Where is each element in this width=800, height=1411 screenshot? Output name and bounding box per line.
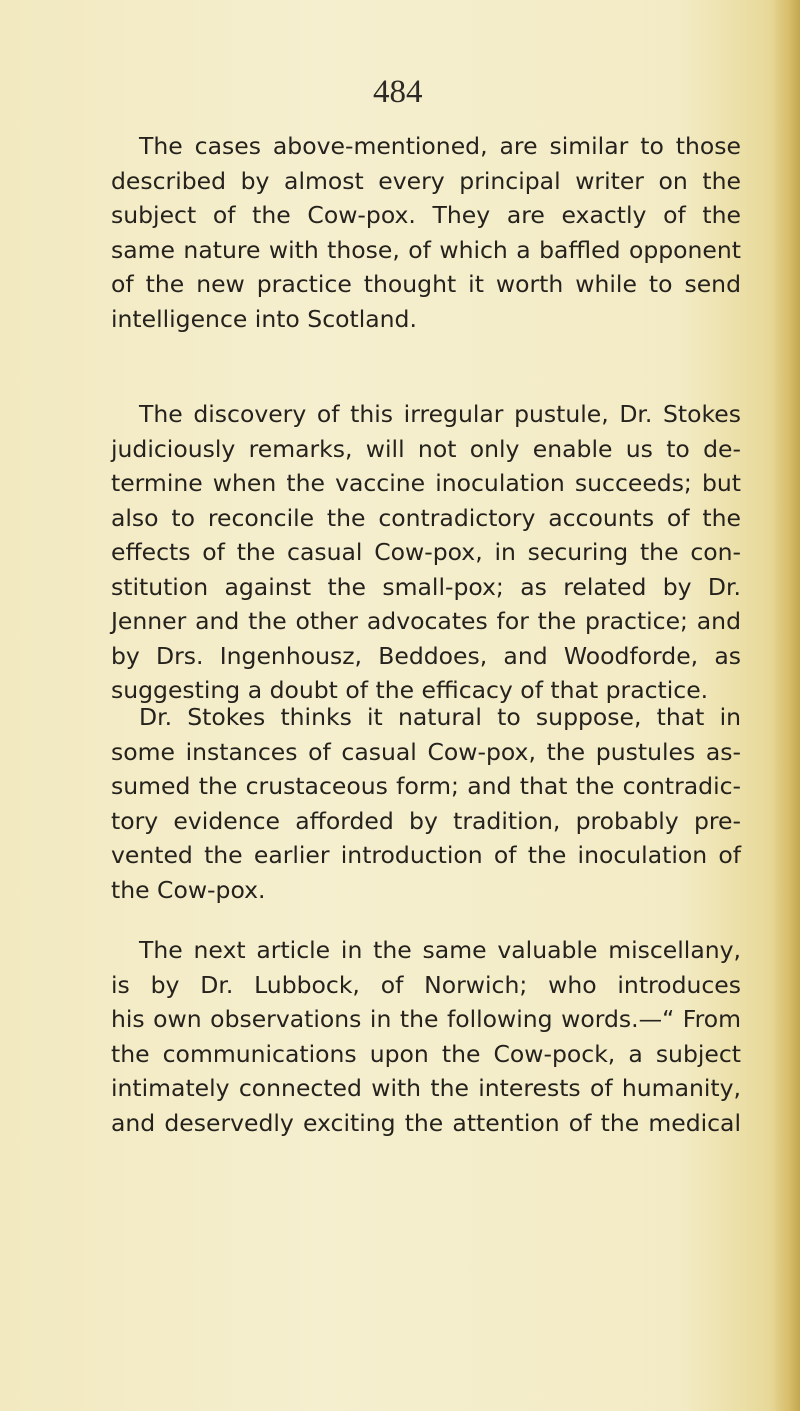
- text-line: Dr. Stokes thinks it natural to suppose, that in: [139, 703, 741, 731]
- paragraph-3: [111, 700, 741, 907]
- text-line: sumed the crustaceous form; and that the contradic-: [111, 772, 741, 800]
- text-line: described by almost every principal writer on the: [111, 166, 741, 195]
- paragraph-2: [111, 397, 741, 708]
- text-line: the Cow-pox.: [111, 875, 266, 904]
- text-line: by Drs. Ingenhousz, Beddoes, and Woodforde, as: [111, 641, 741, 670]
- text-line: some instances of casual Cow-pox, the pustules as-: [111, 737, 741, 766]
- text-line: subject of the Cow-pox. They are exactly of the: [111, 201, 741, 229]
- text-line: tory evidence afforded by tradition, probably pre-: [111, 806, 741, 835]
- page-edge: [772, 0, 800, 1411]
- paragraph-4: [111, 933, 741, 1140]
- paragraph-1: [111, 129, 741, 336]
- text-line: his own observations in the following words.—“ From: [111, 1005, 741, 1033]
- text-line: termine when the vaccine inoculation succeeds; but: [111, 469, 741, 497]
- text-line: intimately connected with the interests of humanity,: [111, 1074, 741, 1102]
- text-line: also to reconcile the contradictory accounts of the: [111, 503, 741, 532]
- text-line: The discovery of this irregular pustule, Dr. Stokes: [139, 400, 741, 428]
- text-line: judiciously remarks, will not only enable us to de-: [111, 434, 741, 463]
- text-line: stitution against the small-pox; as related by Dr.: [111, 572, 741, 601]
- text-line: the communications upon the Cow-pock, a subject: [111, 1039, 741, 1068]
- text-line: vented the earlier introduction of the inoculation of: [111, 841, 741, 869]
- text-line: intelligence into Scotland.: [111, 304, 417, 333]
- text-line: The cases above-mentioned, are similar to those: [139, 132, 741, 160]
- text-line: The next article in the same valuable miscellany,: [139, 936, 741, 964]
- text-line: and deservedly exciting the attention of the medical: [111, 1108, 741, 1137]
- text-line: same nature with those, of which a baffled opponent: [111, 235, 741, 264]
- text-line: of the new practice thought it worth while to send: [111, 270, 741, 298]
- text-line: effects of the casual Cow-pox, in securing the con-: [111, 538, 741, 566]
- page-number: 484: [373, 74, 423, 110]
- text-line: suggesting a doubt of the efficacy of that practice.: [111, 676, 709, 704]
- text-line: Jenner and the other advocates for the practice; and: [111, 607, 741, 635]
- text-line: is by Dr. Lubbock, of Norwich; who introduces: [111, 970, 741, 999]
